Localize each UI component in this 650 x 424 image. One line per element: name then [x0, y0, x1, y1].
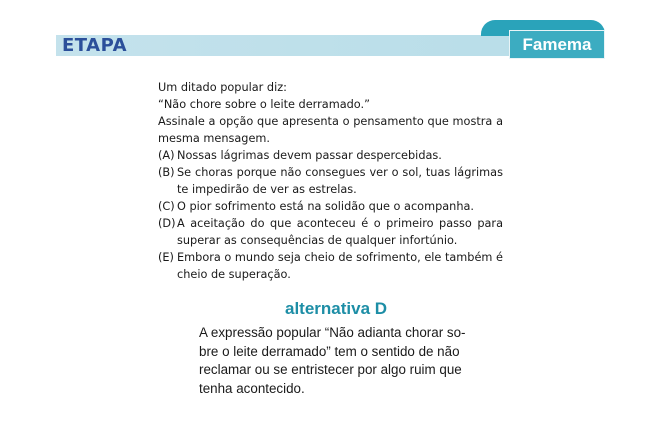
- option-letter: (B): [158, 166, 175, 179]
- answer-explanation: [199, 324, 465, 398]
- answer-title: alternativa D: [285, 299, 388, 318]
- exam-name: Famema: [522, 35, 592, 54]
- options-list: [158, 147, 503, 283]
- question-block: [158, 79, 503, 283]
- option-d: [158, 215, 503, 249]
- question-quote: “Não chore sobre o leite derramado.”: [158, 98, 370, 111]
- answer-line: reclamar ou se entristecer por algo ruim que: [199, 362, 462, 377]
- option-letter: (A): [158, 149, 175, 162]
- answer-line: bre o leite derramado” tem o sentido de não: [199, 343, 460, 359]
- option-text: Embora o mundo seja cheio de sofrimento, ele também é cheio de superação.: [177, 251, 503, 281]
- option-b: [158, 164, 503, 198]
- option-letter: (D): [158, 217, 176, 230]
- question-intro: Um ditado popular diz:: [158, 81, 287, 94]
- etapa-logo: ETAPA: [62, 35, 128, 56]
- option-a: [158, 147, 503, 164]
- option-letter: (C): [158, 200, 175, 213]
- question-prompt: Assinale a opção que apresenta o pensamento que mostra a mesma mensagem.: [158, 115, 503, 145]
- option-letter: (E): [158, 251, 174, 264]
- option-text: Nossas lágrimas devem passar despercebidas.: [177, 149, 442, 162]
- option-text: O pior sofrimento está na solidão que o acompanha.: [177, 200, 475, 213]
- answer-line: tenha acontecido.: [199, 380, 305, 396]
- option-text: Se choras porque não consegues ver o sol, tuas lágrimas te impedirão de ver as estrelas.: [177, 166, 503, 196]
- option-text: A aceitação do que aconteceu é o primeiro passo para superar as consequências de qualquer infortúnio.: [177, 217, 503, 247]
- option-e: [158, 249, 503, 283]
- option-c: [158, 198, 503, 215]
- answer-line: A expressão popular “Não adianta chorar so-: [199, 325, 466, 340]
